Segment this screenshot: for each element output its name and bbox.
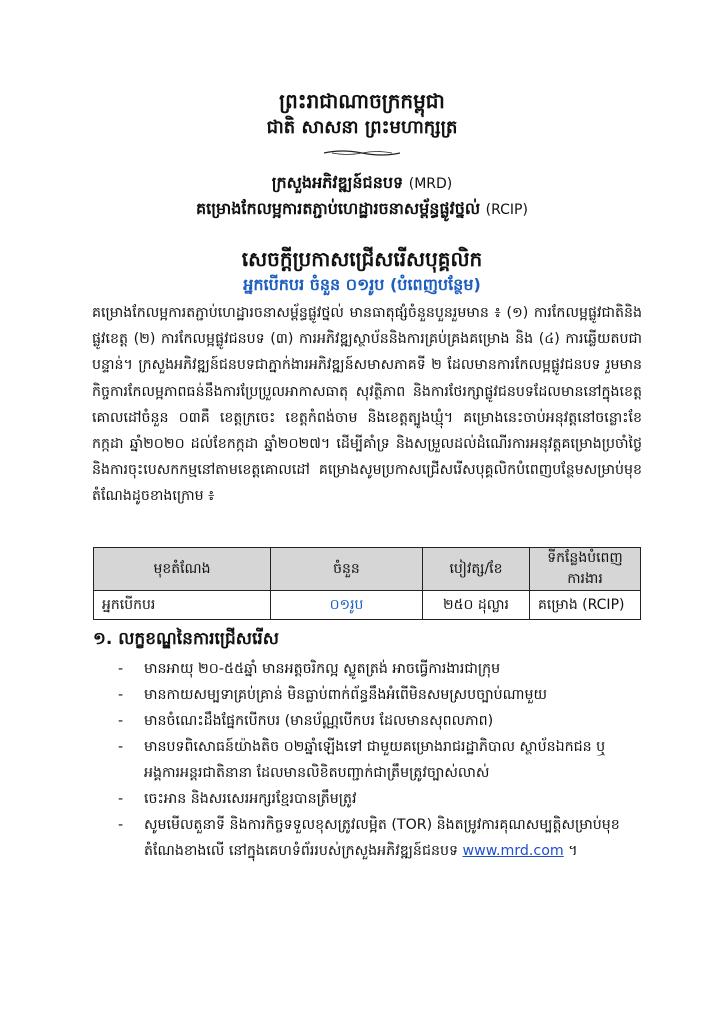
criteria-end-mark: ។ <box>563 843 578 859</box>
bullet-dash: - <box>118 687 124 703</box>
criteria-text: មានកាយសម្បទាគ្រប់គ្រាន់ មិនធ្លាប់ពាក់ព័ន្ធនឹងអំពើមិនសមស្របច្បាប់ណាមួយ <box>144 687 547 703</box>
ornament-divider <box>0 148 724 158</box>
project-abbr: (RCIP) <box>485 202 528 218</box>
criteria-list <box>118 656 638 864</box>
ministry-abbr: (MRD) <box>408 176 453 192</box>
bullet-dash: - <box>118 791 124 807</box>
criteria-text: មានចំណេះដឹងផ្នែកបើកបរ (មានប័ណ្ណបើកបរ ដែលមានសុពលភាព) <box>144 713 494 729</box>
bullet-dash: - <box>118 713 124 729</box>
table-row <box>94 591 641 620</box>
column-header-position: មុខតំណែង <box>94 548 271 591</box>
project-name: គម្រោងកែលម្អការតភ្ជាប់ហេដ្ឋារចនាសម្ព័ន្ធផ្លូវថ្នល់ <box>196 199 481 218</box>
criteria-heading: ១. លក្ខខណ្ឌនៃការជ្រើសរើស <box>93 629 279 649</box>
table-header-row <box>94 548 641 591</box>
criteria-text: ចេះអាន និងសរសេរអក្សរខ្មែរបានត្រឹមត្រូវ <box>144 791 357 807</box>
list-item <box>118 812 638 864</box>
list-item <box>118 786 638 812</box>
criteria-text: មានបទពិសោធន៍យ៉ាងតិច ០២ឆ្នាំឡើងទៅ ជាមួយគម្រោងរាជរដ្ឋាភិបាល ស្ថាប័នឯកជន ឬអង្គការអន្តរជាតិនានា ដែលមានលិខិតបញ្ជាក់ជាត្រឹមត្រូវច្បាស់លាស់ <box>144 739 606 781</box>
criteria-text: មានអាយុ ២០-៥៥ឆ្នាំ មានអត្តចរិកល្អ ស្លូតត្រង់ អាចធ្វើការងារជាក្រុម <box>144 661 501 677</box>
intro-paragraph: គម្រោងកែលម្អការតភ្ជាប់ហេដ្ឋារចនាសម្ព័ន្ធផ្លូវថ្នល់ មានធាតុផ្សំចំនួនបួនរួមមាន ៖ (១) ការកែលម្អផ្លូវជាតិនិងផ្លូវខេត្ត (២) ការកែលម្អផ្លូវជនបទ (៣) ការអភិវឌ្ឍស្ថាប័ននិងការគ្រប់គ្រងគម្រោង និង (៤) ការឆ្លើយតបជាបន្ទាន់។ ក្រសួងអភិវឌ្ឍន៍ជនបទជាភ្នាក់ងារអភិវឌ្ឍន៍សមាសភាគទី ២ ដែលមានការកែលម្អផ្លូវជនបទ រួមមានកិច្ចការកែលម្អភាពធន់នឹងការប្រែប្រួលអាកាសធាតុ សុវត្ថិភាព និងការថែរក្សាផ្លូវជនបទដែលមាននៅក្នុងខេត្តគោលដៅចំនួន ០៣គឺ ខេត្តក្រចេះ ខេត្តកំពង់ចាម និងខេត្តត្បូងឃ្មុំ។ គម្រោងនេះចាប់អនុវត្តនៅចន្លោះខែកក្កដា ឆ្នាំ២០២០ ដល់ខែកក្កដា ឆ្នាំ២០២៧។ ដើម្បីគាំទ្រ និងសម្រួលដល់ដំណើរការអនុវត្តគម្រោងប្រចាំថ្ងៃ និងការចុះបេសកកម្មនៅតាមខេត្តគោលដៅ គម្រោងសូមប្រកាសជ្រើសរើសបុគ្គលិកបំពេញបន្ថែមសម្រាប់មុខតំណែងដូចខាងក្រោម ៖ <box>92 305 642 505</box>
cell-position: អ្នកបើកបរ <box>94 591 271 620</box>
national-motto: ជាតិ សាសនា ព្រះមហាក្សត្រ <box>266 117 458 138</box>
list-item <box>118 682 638 708</box>
kingdom-heading: ព្រះរាជាណាចក្រកម្ពុជា <box>279 89 445 113</box>
bullet-dash: - <box>118 817 124 833</box>
cell-salary: ២៥០ ដុល្លារ <box>423 591 530 620</box>
ministry-name: ក្រសួងអភិវឌ្ឍន៍ជនបទ <box>271 173 404 192</box>
list-item <box>118 708 638 734</box>
mrd-website-link[interactable]: www.mrd.com <box>462 843 564 859</box>
column-header-salary: បៀវត្ស/ខែ <box>423 548 530 591</box>
cell-workplace: គម្រោង (RCIP) <box>530 591 641 620</box>
list-item <box>118 734 638 786</box>
announcement-subtitle: អ្នកបើកបរ ចំនួន ០១រូប (បំពេញបន្ថែម) <box>243 275 481 294</box>
column-header-workplace: ទីកន្លែងបំពេញការងារ <box>530 548 641 591</box>
positions-table <box>93 547 641 620</box>
ministry-line <box>0 172 724 196</box>
column-header-quantity: ចំនួន <box>271 548 423 591</box>
project-line <box>0 198 724 222</box>
list-item <box>118 656 638 682</box>
announcement-title: សេចក្តីប្រកាសជ្រើសរើសបុគ្គលិក <box>241 247 483 271</box>
bullet-dash: - <box>118 661 124 677</box>
bullet-dash: - <box>118 739 124 755</box>
criteria-text: សូមមើលតួនាទី និងការកិច្ចទទួលខុសត្រូវលម្អិត (TOR) និងតម្រូវការគុណសម្បត្តិសម្រាប់មុខតំណែងខាងលើ នៅក្នុងគេហទំព័ររបស់ក្រសួងអភិវឌ្ឍន៍ជនបទ <box>144 817 620 859</box>
cell-quantity: ០១រូប <box>271 591 423 620</box>
